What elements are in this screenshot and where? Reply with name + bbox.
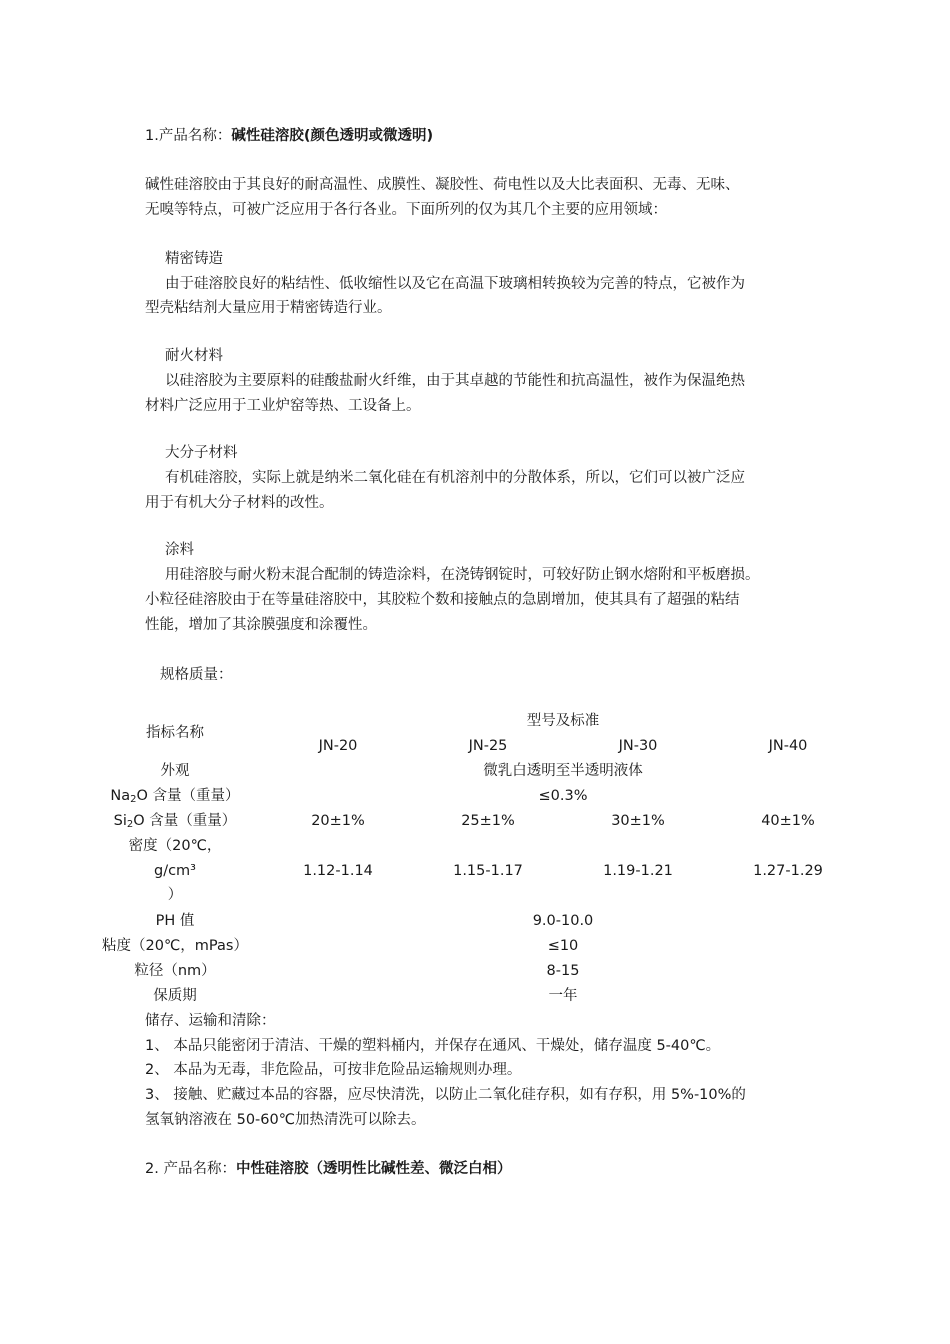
- table-header-model: JN-30: [618, 738, 658, 754]
- table-header-group: 型号及标准: [526, 713, 600, 729]
- storage-item: 2、 本品为无毒，非危险品，可按非危险品运输规则办理。: [145, 1062, 522, 1078]
- application-text: 有机硅溶胶，实际上就是纳米二氧化硅在有机溶剂中的分散体系，所以，它们可以被广泛应: [165, 470, 745, 486]
- row-value-sio2: 20±1%: [311, 813, 365, 829]
- spec-label: 规格质量：: [160, 667, 233, 683]
- application-text: 材料广泛应用于工业炉窑等热、工设备上。: [145, 398, 421, 414]
- application-text: 用硅溶胶与耐火粉末混合配制的铸造涂料，在浇铸钢锭时，可较好防止钢水熔附和平板磨损。: [165, 567, 760, 583]
- row-value-sio2: 30±1%: [611, 813, 665, 829]
- row-value-density: 1.12-1.14: [303, 863, 373, 879]
- row-value-sio2: 25±1%: [461, 813, 515, 829]
- row-value-particle: 8-15: [546, 963, 580, 979]
- application-text: 以硅溶胶为主要原料的硅酸盐耐火纤维，由于其卓越的节能性和抗高温性，被作为保温绝热: [165, 373, 745, 389]
- application-text: 小粒径硅溶胶由于在等量硅溶胶中，其胶粒个数和接触点的急剧增加，使其具有了超强的粘结: [145, 592, 740, 608]
- intro-line: 碱性硅溶胶由于其良好的耐高温性、成膜性、凝胶性、荷电性以及大比表面积、无毒、无味、: [145, 177, 740, 193]
- row-value-ph: 9.0-10.0: [532, 913, 594, 929]
- row-value-density: 1.27-1.29: [753, 863, 823, 879]
- row-name-density: ）: [167, 887, 183, 903]
- application-text: 由于硅溶胶良好的粘结性、低收缩性以及它在高温下玻璃相转换较为完善的特点，它被作为: [165, 276, 745, 292]
- section1-heading: [145, 126, 433, 146]
- storage-title: 储存、运输和清除：: [145, 1013, 276, 1029]
- table-header-model: JN-25: [468, 738, 508, 754]
- application-text: 用于有机大分子材料的改性。: [145, 495, 334, 511]
- section2-prefix: 2. 产品名称：: [145, 1161, 236, 1177]
- row-value-viscosity: ≤10: [547, 938, 579, 954]
- section1-product-name: 碱性硅溶胶(颜色透明或微透明): [231, 128, 434, 144]
- row-name-appearance: 外观: [160, 763, 190, 779]
- row-value-appearance: 微乳白透明至半透明液体: [483, 763, 643, 779]
- intro-line: 无嗅等特点，可被广泛应用于各行各业。下面所列的仅为其几个主要的应用领域：: [145, 202, 667, 218]
- application-text: 性能，增加了其涂膜强度和涂覆性。: [145, 617, 377, 633]
- row-value-sio2: 40±1%: [761, 813, 815, 829]
- storage-item: 3、 接触、贮藏过本品的容器，应尽快清洗，以防止二氧化硅存积，如有存积，用 5%-10%的: [145, 1087, 746, 1103]
- row-name-na2o: $Na_2O$ 含量（重量）: [110, 788, 240, 805]
- storage-item: 氢氧钠溶液在 50-60℃加热清洗可以除去。: [145, 1112, 426, 1128]
- application-title: 大分子材料: [165, 445, 238, 461]
- row-value-na2o: ≤0.3%: [538, 788, 588, 804]
- row-name-particle: 粒径（nm）: [134, 963, 216, 979]
- application-text: 型壳粘结剂大量应用于精密铸造行业。: [145, 300, 392, 316]
- row-name-viscosity: 粘度（20℃，mPas）: [102, 938, 248, 954]
- section2-heading: [145, 1159, 511, 1179]
- application-title: 精密铸造: [165, 251, 223, 267]
- row-name-ph: PH 值: [155, 913, 195, 929]
- storage-item: 1、 本品只能密闭于清洁、干燥的塑料桶内，并保存在通风、干燥处，储存温度 5-40℃。: [145, 1038, 721, 1054]
- application-title: 耐火材料: [165, 348, 223, 364]
- table-header-name: 指标名称: [146, 725, 204, 741]
- table-header-model: JN-20: [318, 738, 358, 754]
- table-header-model: JN-40: [768, 738, 808, 754]
- section2-product-name: 中性硅溶胶（透明性比碱性差、微泛白相）: [235, 1161, 512, 1177]
- application-title: 涂料: [165, 542, 194, 558]
- row-value-density: 1.15-1.17: [453, 863, 523, 879]
- row-name-density: g/cm³: [154, 863, 196, 879]
- row-name-density: 密度（20℃，: [128, 838, 222, 854]
- row-value-density: 1.19-1.21: [603, 863, 673, 879]
- row-name-shelf: 保质期: [153, 988, 197, 1004]
- row-value-shelf: 一年: [548, 988, 578, 1004]
- section1-prefix: 1.产品名称：: [145, 128, 232, 144]
- row-name-sio2: $Si_2O$ 含量（重量）: [113, 813, 237, 830]
